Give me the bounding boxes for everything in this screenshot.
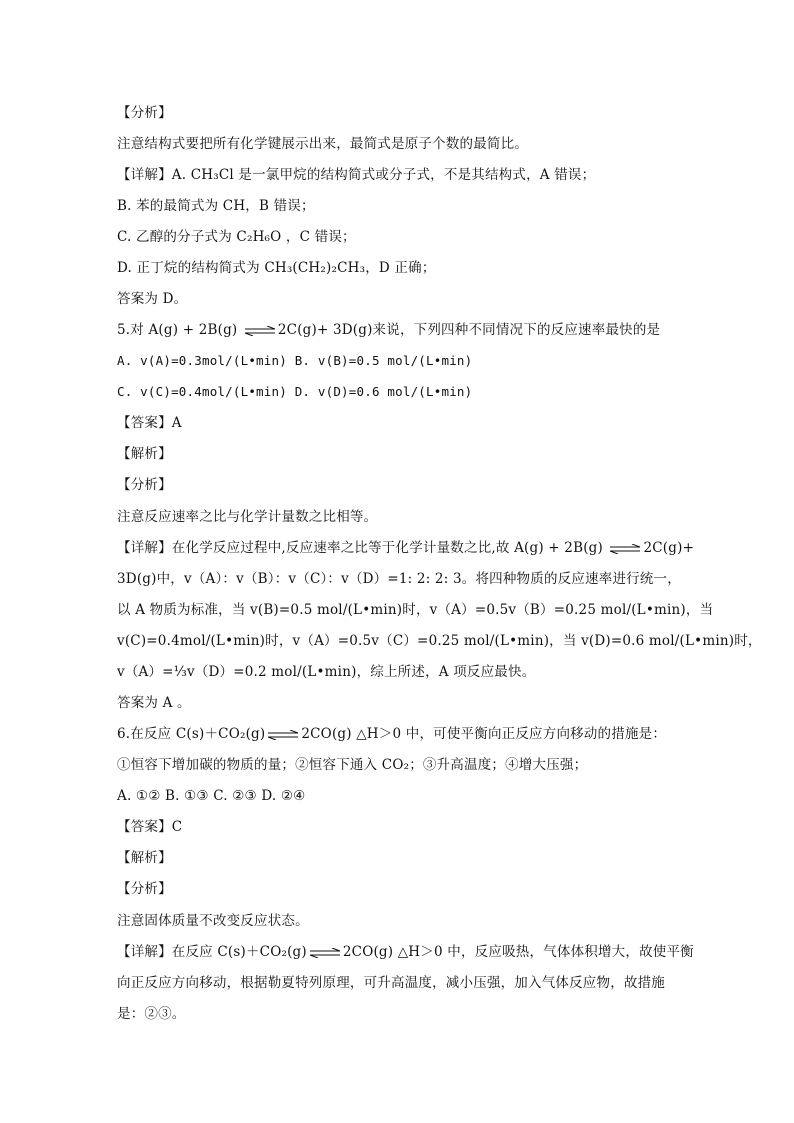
option-line: A. ①② B. ①③ C. ②③ D. ②④ [117,788,306,804]
question-6-part-b: 2CO(g) △H＞0 中，可使平衡向正反应方向移动的措施是： [301,726,667,742]
answer-text: 答案为 A 。 [117,695,191,711]
condition-list: ①恒容下增加碳的物质的量；②恒容下通入 CO₂；③升高温度；④增大压强； [117,757,588,773]
answer-label: 【答案】A [117,415,182,431]
detail-part-a: 【详解】在化学反应过程中,反应速率之比等于化学计量数之比,故 A(g) + 2B(g) [117,540,608,556]
analysis-text: 注意结构式要把所有化学键展示出来，最简式是原子个数的最简比。 [117,136,528,152]
detail-text: v(C)=0.4mol/(L•min)时，v（A）=0.5v（C）=0.25 mol/(L•min)，当 v(D)=0.6 mol/(L•min)时， [117,633,762,649]
section-heading-explanation: 【解析】 [117,446,172,462]
detail-part-b: 2CO(g) △H＞0 中，反应吸热，气体体积增大，故使平衡 [342,944,694,960]
section-heading-analysis: 【分析】 [117,105,172,121]
analysis-text: 注意固体质量不改变反应状态。 [117,913,309,929]
equilibrium-arrow-icon [243,326,277,336]
section-heading-explanation: 【解析】 [117,850,172,866]
detail-text: B. 苯的最简式为 CH，B 错误； [117,198,315,214]
detail-text [117,942,694,962]
section-heading-analysis: 【分析】 [117,477,172,493]
question-6 [117,724,666,744]
detail-text: 是：②③。 [117,1006,186,1022]
question-5-part-b: 2C(g)+ 3D(g)来说，下列四种不同情况下的反应速率最快的是 [277,322,661,338]
question-6-part-a: 6.在反应 C(s)＋CO₂(g) [117,726,266,742]
detail-text: D. 正丁烷的结构简式为 CH₃(CH₂)₂CH₃，D 正确； [117,260,436,276]
equilibrium-arrow-icon [308,948,342,958]
equilibrium-arrow-icon [266,730,300,740]
detail-text: C. 乙醇的分子式为 C₂H₆O ，C 错误； [117,229,356,245]
detail-text: 3D(g)中，v（A）：v（B）：v（C）：v（D）=1: 2: 2: 3。将四种物质的反应速率进行统一， [117,571,681,587]
option-line: C. v(C)=0.4mol/(L•min) D. v(D)=0.6 mol/(L•min) [117,384,473,399]
answer-label: 【答案】C [117,819,183,835]
detail-part-b: 2C(g)+ [643,540,695,556]
detail-text: 【详解】A. CH₃Cl 是一氯甲烷的结构简式或分子式，不是其结构式，A 错误； [117,167,596,183]
analysis-text: 注意反应速率之比与化学计量数之比相等。 [117,509,378,525]
detail-text: 以 A 物质为标准，当 v(B)=0.5 mol/(L•min)时，v（A）=0.5v（B）=0.25 mol/(L•min)，当 [117,602,714,618]
equilibrium-arrow-icon [608,544,642,554]
detail-text: v（A）=⅓v（D）=0.2 mol/(L•min)，综上所述，A 项反应最快。 [117,664,536,680]
answer-text: 答案为 D。 [117,291,188,307]
detail-text: 向正反应方向移动，根据勒夏特列原理，可升高温度，减小压强，加入气体反应物，故措施 [117,975,665,991]
detail-text [117,538,694,558]
option-line: A. v(A)=0.3mol/(L•min) B. v(B)=0.5 mol/(L•min) [117,353,473,368]
detail-part-a: 【详解】在反应 C(s)＋CO₂(g) [117,944,307,960]
question-5-part-a: 5.对 A(g) + 2B(g) [117,322,242,338]
section-heading-analysis: 【分析】 [117,881,172,897]
question-5 [117,320,660,340]
